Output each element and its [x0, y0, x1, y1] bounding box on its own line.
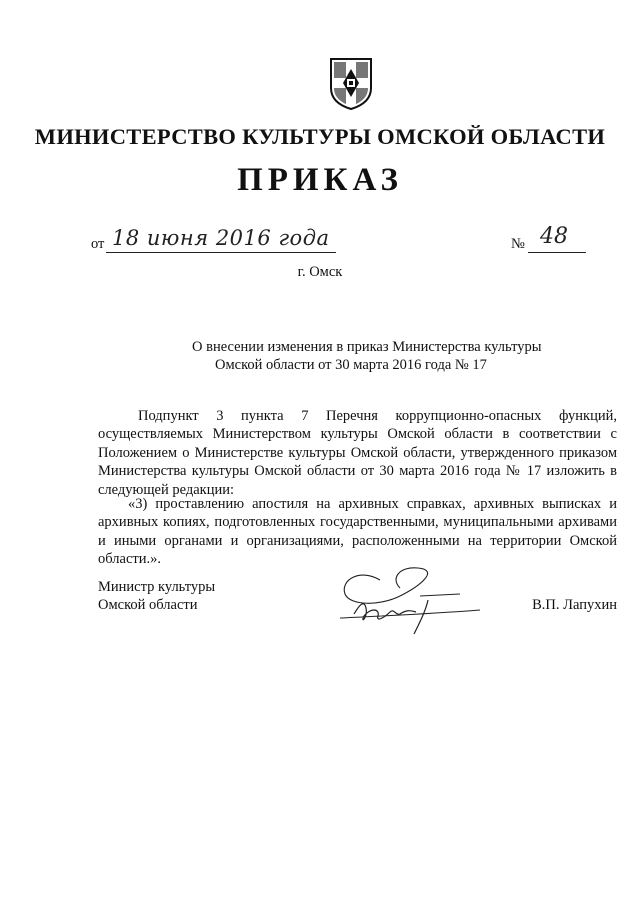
body-paragraph-1: Подпункт 3 пункта 7 Перечня коррупционно-опасных функций, осуществляемых Министерством культуры Омской области в соответствии с Положением о Министерстве культуры Омской области, утвержденного приказом Министерства культуры Омской области от 30 марта 2016 года № 17 изложить в следующей редакции: [98, 408, 617, 498]
signatory-position-line-1: Министр культуры [98, 579, 216, 595]
document-type: ПРИКАЗ [237, 162, 403, 198]
date-label: от [91, 236, 105, 252]
date-underline [106, 252, 336, 253]
subject-line-1: О внесении изменения в приказ Министерства культуры [192, 339, 542, 355]
number-label: № [511, 236, 525, 252]
handwritten-number: 48 [540, 224, 568, 249]
city: г. Омск [297, 264, 343, 280]
subject-line-2: Омской области от 30 марта 2016 года № 17 [215, 357, 487, 373]
coat-of-arms-icon [328, 56, 374, 110]
handwritten-date: 18 июня 2016 года [112, 226, 330, 250]
body-paragraph-2: «3) проставлению апостиля на архивных справках, архивных выписках и архивных копиях, подготовленных государственными, муниципальными архивами и иными органами и организациями, расположенными на территории Омской области.». [98, 496, 617, 568]
number-underline [528, 252, 586, 253]
signatory-position-line-2: Омской области [98, 597, 198, 614]
signature-icon [320, 560, 490, 640]
signatory-name: В.П. Лапухин [532, 597, 617, 613]
ministry-title: МИНИСТЕРСТВО КУЛЬТУРЫ ОМСКОЙ ОБЛАСТИ [34, 124, 606, 149]
signatory-position [98, 578, 215, 615]
